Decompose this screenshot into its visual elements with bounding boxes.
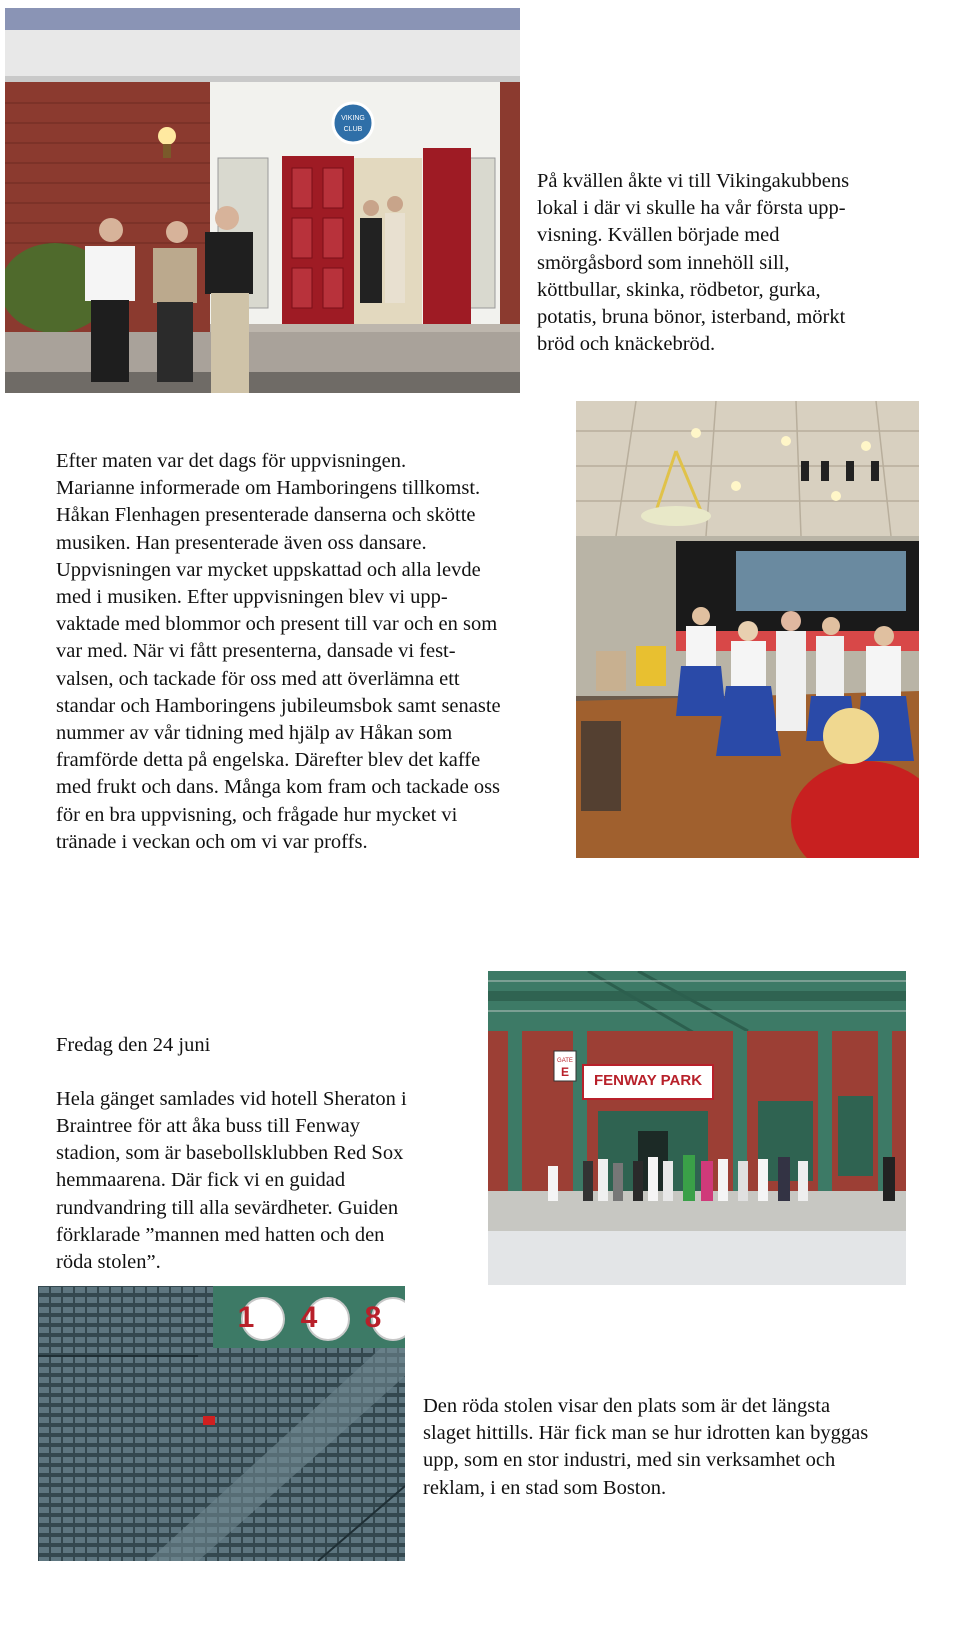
- text-line: Efter maten var det dags för uppvisningen.: [56, 450, 407, 472]
- text-line: visning. Kvällen började med: [537, 224, 780, 247]
- svg-text:GATE: GATE: [557, 1058, 573, 1064]
- text-line: var med. När vi fått presenterna, dansade vi fest-: [56, 640, 456, 663]
- retired-number-8: 8: [364, 1301, 382, 1334]
- svg-text:VIKING: VIKING: [341, 115, 365, 122]
- spacer: [56, 1059, 466, 1086]
- text-line: Uppvisningen var mycket uppskattad och alla levde: [56, 558, 481, 581]
- text-line: med frukt och dans. Många kom fram och tackade oss: [56, 776, 501, 799]
- text-line: Braintree för att åka buss till Fenway: [56, 1114, 360, 1137]
- svg-text:CLUB: CLUB: [343, 126, 363, 133]
- fenway-park-photo: [488, 971, 906, 1285]
- text-line: lokal i där vi skulle ha vår första upp-: [537, 197, 846, 220]
- text-line: förklarade ”mannen med hatten och den: [56, 1223, 385, 1246]
- text-line: standar och Hamboringens jubileumsbok samt senaste: [56, 694, 501, 717]
- text-line: bröd och knäckebröd.: [537, 333, 716, 356]
- text-line: med i musiken. Efter uppvisningen blev vi upp-: [56, 586, 448, 609]
- text-line: smörgåsbord som innehöll sill,: [537, 251, 790, 274]
- text-line: Håkan Flenhagen presenterade danserna och skötte: [56, 504, 476, 527]
- text-line: stadion, som är basebollsklubben Red Sox: [56, 1142, 404, 1165]
- dance-hall-photo: [576, 401, 919, 858]
- text-line: slaget hittills. Här fick man se hur idrotten kan byggas: [423, 1422, 869, 1445]
- text-line: Marianne informerade om Hamboringens tillkomst.: [56, 477, 481, 500]
- text-line: rundvandring till alla sevärdheter. Guiden: [56, 1196, 399, 1219]
- text-line: valsen, och tackade för oss med att överlämna ett: [56, 667, 460, 690]
- text-line: tränade i veckan och om vi var proffs.: [56, 830, 368, 853]
- red-seat-text: [423, 1393, 938, 1502]
- text-line: potatis, bruna bönor, isterband, mörkt: [537, 306, 846, 329]
- svg-text:FENWAY PARK: FENWAY PARK: [593, 1072, 703, 1089]
- evening-arrival-text: [537, 168, 947, 358]
- text-line: för en bra uppvisning, och frågade hur mycket vi: [56, 803, 458, 826]
- text-line: musiken. Han presenterade även oss dansare.: [56, 531, 427, 554]
- text-line: reklam, i en stad som Boston.: [423, 1476, 667, 1499]
- stands-red-seat-photo: [38, 1286, 405, 1561]
- text-line: På kvällen åkte vi till Vikingakubbens: [537, 170, 850, 192]
- text-line: hemmaarena. Där fick vi en guidad: [56, 1169, 346, 1192]
- text-line: framförde detta på engelska. Därefter blev det kaffe: [56, 749, 481, 772]
- text-line: köttbullar, skinka, rödbetor, gurka,: [537, 278, 821, 301]
- text-line: röda stolen”.: [56, 1250, 161, 1273]
- fenway-visit-text: [56, 1032, 466, 1276]
- text-line: nummer av vår tidning med hjälp av Håkan som: [56, 722, 453, 745]
- svg-text:E: E: [560, 1065, 570, 1079]
- retired-number-4: 4: [300, 1301, 318, 1334]
- retired-number-1: 1: [237, 1301, 255, 1334]
- text-line: upp, som en stor industri, med sin verksamhet och: [423, 1449, 836, 1472]
- performance-text: [56, 448, 571, 856]
- text-line: Hela gänget samlades vid hotell Sheraton i: [56, 1087, 407, 1110]
- text-line: vaktade med blommor och present till var och en som: [56, 613, 498, 636]
- text-line: Den röda stolen visar den plats som är det längsta: [423, 1395, 831, 1417]
- date-heading: Fredag den 24 juni: [56, 1034, 211, 1056]
- viking-club-entrance-photo: [5, 8, 520, 393]
